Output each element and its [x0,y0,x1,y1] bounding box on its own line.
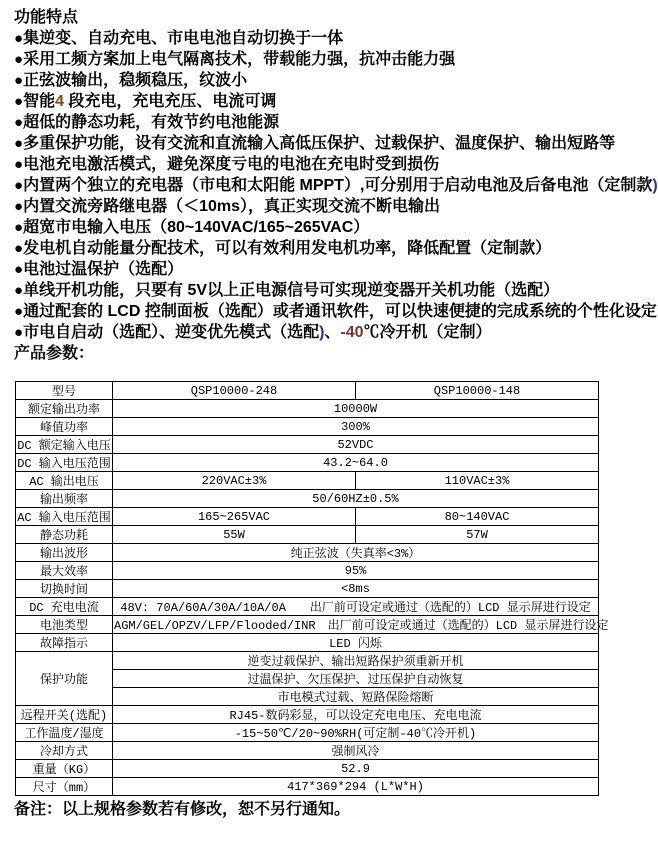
bullet-icon: ● [14,93,24,110]
spec-label-cell: DC 充电电流 [16,598,113,616]
feature-item [14,154,593,175]
table-row [16,652,599,670]
spec-value-cell: LED 闪烁 [113,634,599,652]
feature-text: 、 [324,324,341,341]
table-row [16,616,599,634]
spec-label-cell: 保护功能 [16,652,113,706]
spec-value-cell: 52.9 [113,760,599,778]
table-row [16,778,599,796]
spec-label-cell: AC 输出电压 [16,472,113,490]
table-row [16,436,599,454]
spec-value-cell: 市电模式过载、短路保险熔断 [113,688,599,706]
bullet-icon: ● [14,303,24,320]
spec-value-cell: QSP10000-248 [113,382,356,400]
table-row [16,562,599,580]
spec-label-cell: 工作温度/湿度 [16,724,113,742]
bullet-icon: ● [14,324,24,341]
feature-item [14,49,593,70]
feature-text: 发电机自动能量分配技术，可以有效利用发电机功率，降低配置（定制款） [23,240,552,257]
table-row [16,634,599,652]
table-row [16,598,599,616]
spec-value-cell: 110VAC±3% [356,472,599,490]
spec-label-cell: 重量（KG） [16,760,113,778]
bullet-icon: ● [14,219,24,236]
spec-table [15,381,609,796]
feature-text: 内置交流旁路继电器（＜10ms），真正实现交流不断电输出 [23,198,440,215]
bullet-icon: ● [14,135,24,152]
bullet-icon: ● [14,240,24,257]
spec-value-cell: 55W [113,526,356,544]
feature-text: 超低的静态功耗，有效节约电池能源 [23,114,280,131]
feature-item [14,196,593,217]
feature-item [14,259,593,280]
spec-label-cell: 输出波形 [16,544,113,562]
spec-label-cell: 冷却方式 [16,742,113,760]
spec-value-cell: 10000W [113,400,599,418]
table-row [16,760,599,778]
spec-value-cell: 52VDC [113,436,599,454]
spec-value-cell: 50/60HZ±0.5% [113,490,599,508]
spec-label-cell: 型号 [16,382,113,400]
spec-label-cell: 远程开关(选配) [16,706,113,724]
spec-value-cell: QSP10000-148 [356,382,599,400]
spec-label-cell: 尺寸（mm） [16,778,113,796]
table-row [16,508,599,526]
table-row [16,418,599,436]
feature-item [14,112,593,133]
spec-value-cell: 纯正弦波（失真率<3%） [113,544,599,562]
feature-item [14,217,593,238]
feature-text: 市电自启动（选配）、逆变优先模式（选配 [23,324,320,341]
spec-value-cell: <8ms [113,580,599,598]
spec-label-cell: 电池类型 [16,616,113,634]
feature-text: 正弦波输出，稳频稳压，纹波小 [23,72,248,89]
feature-text: 通过配套的 LCD 控制面板（选配）或者通讯软件，可以快速便捷的完成系统的个性化设定 [23,303,657,320]
spec-value-cell: 95% [113,562,599,580]
bullet-icon: ● [14,156,24,173]
feature-item [14,301,657,322]
table-row [16,382,599,400]
feature-item [14,28,593,49]
feature-item [14,280,593,301]
spec-value-cell: 417*369*294 (L*W*H) [113,778,599,796]
spec-label-cell: 峰值功率 [16,418,113,436]
page-title: 功能特点 [14,9,79,26]
table-row [16,526,599,544]
feature-item [14,322,593,343]
bullet-icon: ● [14,177,24,194]
spec-label-cell: 静态功耗 [16,526,113,544]
spec-value-cell: RJ45-数码彩显，可以设定充电电压、充电电流 [113,706,599,724]
bullet-icon: ● [14,261,24,278]
feature-text: ) [652,177,658,194]
feature-item [14,133,616,154]
table-row [16,544,599,562]
spec-value-cell: 300% [113,418,599,436]
bullet-icon: ● [14,72,24,89]
table-row [16,400,599,418]
table-row [16,580,599,598]
spec-label-cell: DC 输入电压范围 [16,454,113,472]
feature-item [14,91,593,112]
spec-label-cell: DC 额定输入电压 [16,436,113,454]
bullet-icon: ● [14,114,24,131]
spec-label-cell: 最大效率 [16,562,113,580]
feature-item [14,238,593,259]
footnote: 备注：以上规格参数若有修改，恕不另行通知。 [14,801,351,818]
feature-text: 段充电，充电充压、电流可调 [63,93,277,110]
spec-value-cell: 强制风冷 [113,742,599,760]
feature-text: 内置两个独立的充电器（市电和太阳能 MPPT）,可分别用于启动电池及后备电池（定制款 [23,177,653,194]
bullet-icon: ● [14,198,24,215]
feature-list [14,28,658,343]
feature-text: 电池过温保护（选配） [23,261,184,278]
feature-text: 集逆变、自动充电、市电电池自动切换于一体 [23,30,344,47]
feature-text: 4 [55,93,64,110]
feature-text: 电池充电激活模式，避免深度亏电的电池在充电时受到损伤 [23,156,440,173]
spec-value-cell: 48V: 70A/60A/30A/10A/0A 出厂前可设定或通过（选配的）LCD 显示屏进行设定 [113,598,599,616]
feature-text: ) [319,324,325,341]
spec-value-cell: 43.2~64.0 [113,454,599,472]
spec-label-cell: AC 输入电压范围 [16,508,113,526]
feature-text: 多重保护功能，设有交流和直流输入高低压保护、过载保护、温度保护、输出短路等 [23,135,616,152]
spec-value-cell: 57W [356,526,599,544]
table-row [16,472,599,490]
feature-item [14,175,658,196]
spec-value-cell: -15~50℃/20~90%RH(可定制-40℃冷开机) [113,724,599,742]
feature-text: 超宽市电输入电压（80~140VAC/165~265VAC） [23,219,370,236]
feature-text: -40 [340,324,364,341]
feature-item [14,70,593,91]
spec-value-cell: 165~265VAC [113,508,356,526]
table-row [16,706,599,724]
feature-text: 单线开机功能，只要有 5V以上正电源信号可实现逆变器开关机功能（选配） [23,282,560,299]
section-title-parameters: 产品参数： [14,345,95,362]
bullet-icon: ● [14,51,24,68]
spec-label-cell: 额定输出功率 [16,400,113,418]
table-row [16,490,599,508]
feature-text: 智能 [23,93,56,110]
spec-label-cell: 故障指示 [16,634,113,652]
table-row [16,454,599,472]
spec-value-cell: 逆变过载保护、输出短路保护须重新开机 [113,652,599,670]
feature-text: ℃冷开机（定制） [363,324,492,341]
bullet-icon: ● [14,282,24,299]
spec-table-body [16,382,609,796]
spec-value-cell: 80~140VAC [356,508,599,526]
spec-label-cell: 输出频率 [16,490,113,508]
bullet-icon: ● [14,30,24,47]
spec-value-cell: 过温保护、欠压保护、过压保护自动恢复 [113,670,599,688]
spec-value-cell: AGM/GEL/OPZV/LFP/Flooded/INR 出厂前可设定或通过（选配的）LCD 显示屏进行设定 [113,616,599,634]
table-row [16,724,599,742]
spec-value-cell: 220VAC±3% [113,472,356,490]
table-row [16,742,599,760]
spec-label-cell: 切换时间 [16,580,113,598]
feature-text: 采用工频方案加上电气隔离技术，带载能力强，抗冲击能力强 [23,51,456,68]
